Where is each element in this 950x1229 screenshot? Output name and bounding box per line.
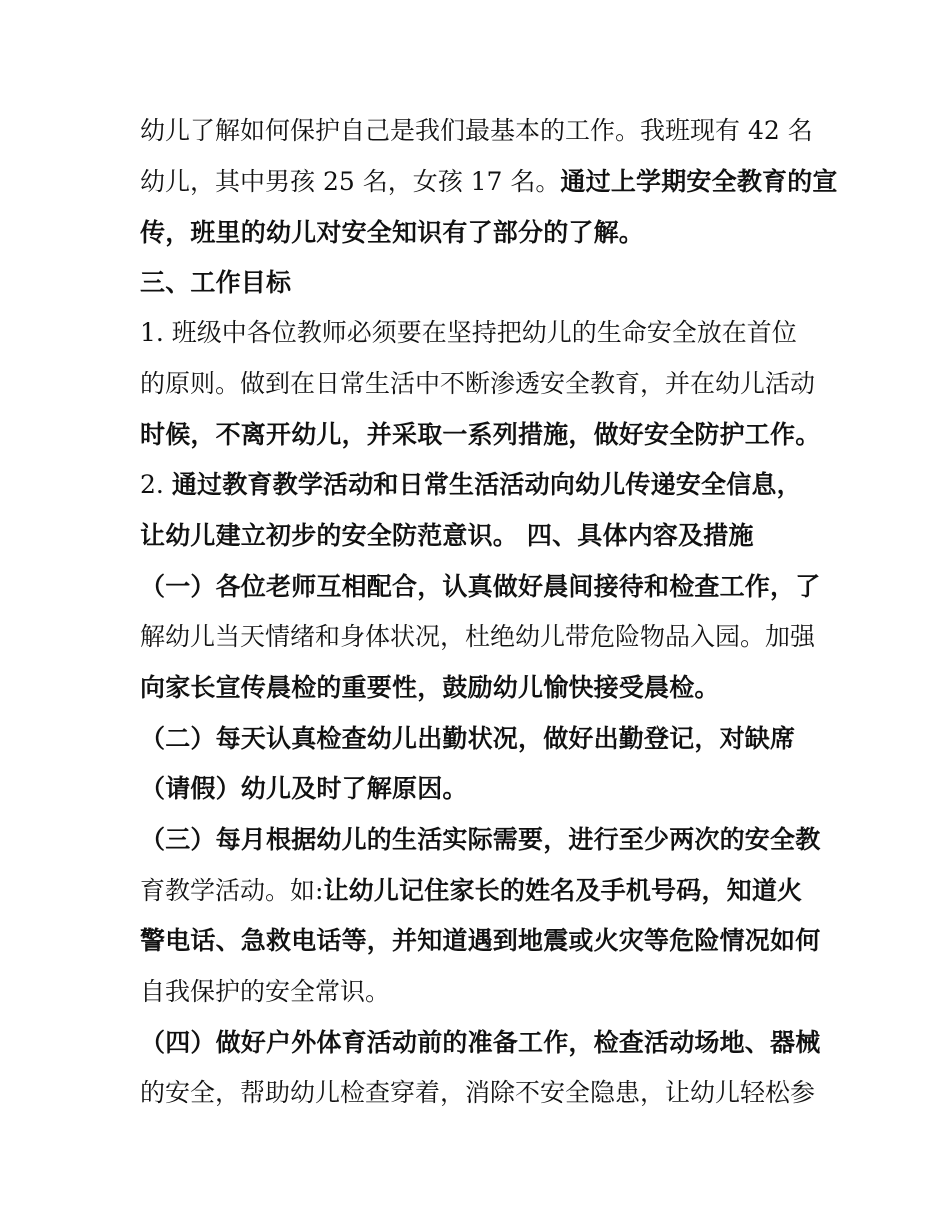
text-segment: 传，班里的幼儿对安全知识有了部分的了解。 [140,218,645,247]
text-line [140,1076,815,1111]
text-segment: （四）做好户外体育活动前的准备工作，检查活动场地、器械 [140,1028,821,1057]
text-line [140,316,797,351]
text-segment: （一）各位老师互相配合，认真做好晨间接待和检查工作，了 [140,572,821,601]
text-line [140,975,390,1010]
text-line [140,823,820,858]
text-segment: （请假）幼儿及时了解原因。 [140,774,468,803]
text-segment: 育教学活动。如: [140,876,324,905]
text-segment: 幼儿了解如何保护自己是我们最基本的工作。我班现有 42 名 [140,116,813,145]
text-line [140,1026,820,1061]
text-line [140,216,644,251]
text-line [140,165,838,200]
text-line [140,114,813,149]
text-line [140,874,802,909]
text-line [140,570,820,605]
text-line [140,722,795,757]
text-line [140,519,754,554]
text-segment: 三、工作目标 [140,268,292,297]
text-segment: 解幼儿当天情绪和身体状况，杜绝幼儿带危险物品入园。加强 [140,622,816,651]
text-segment: 的安全，帮助幼儿检查穿着，消除不安全隐患，让幼儿轻松参 [140,1078,816,1107]
text-segment: （三）每月根据幼儿的生活实际需要，进行至少两次的安全教 [140,825,821,854]
text-line [140,418,820,453]
text-segment: 通过上学期安全教育的宣 [560,167,838,196]
text-segment: 向家长宣传晨检的重要性，鼓励幼儿愉快接受晨检。 [140,673,720,702]
text-segment: 的原则。做到在日常生活中不断渗透安全教育，并在幼儿活动 [140,369,816,398]
text-segment: 2. [140,470,172,499]
text-segment: （二）每天认真检查幼儿出勤状况，做好出勤登记，对缺席 [140,724,796,753]
text-segment: 警电话、急救电话等，并知道遇到地震或火灾等危险情况如何 [140,926,821,955]
text-segment: 1. 班级中各位教师必须要在坚持把幼儿的生命安全放在首位 [140,318,797,347]
text-line [140,468,802,503]
text-segment: 让幼儿建立初步的安全防范意识。 四、具体内容及措施 [140,521,754,550]
text-line [140,620,815,655]
text-line [140,772,468,807]
text-line [140,367,815,402]
text-segment: 幼儿，其中男孩 25 名，女孩 17 名。 [140,167,561,196]
text-segment: 通过教育教学活动和日常生活活动向幼儿传递安全信息， [171,470,802,499]
text-segment: 时候，不离开幼儿，并采取一系列措施，做好安全防护工作。 [140,420,821,449]
text-line [140,671,720,706]
text-segment: 让幼儿记住家长的姓名及手机号码，知道火 [323,876,803,905]
text-line [140,924,820,959]
section-heading [140,266,291,301]
text-segment: 自我保护的安全常识。 [140,977,391,1006]
